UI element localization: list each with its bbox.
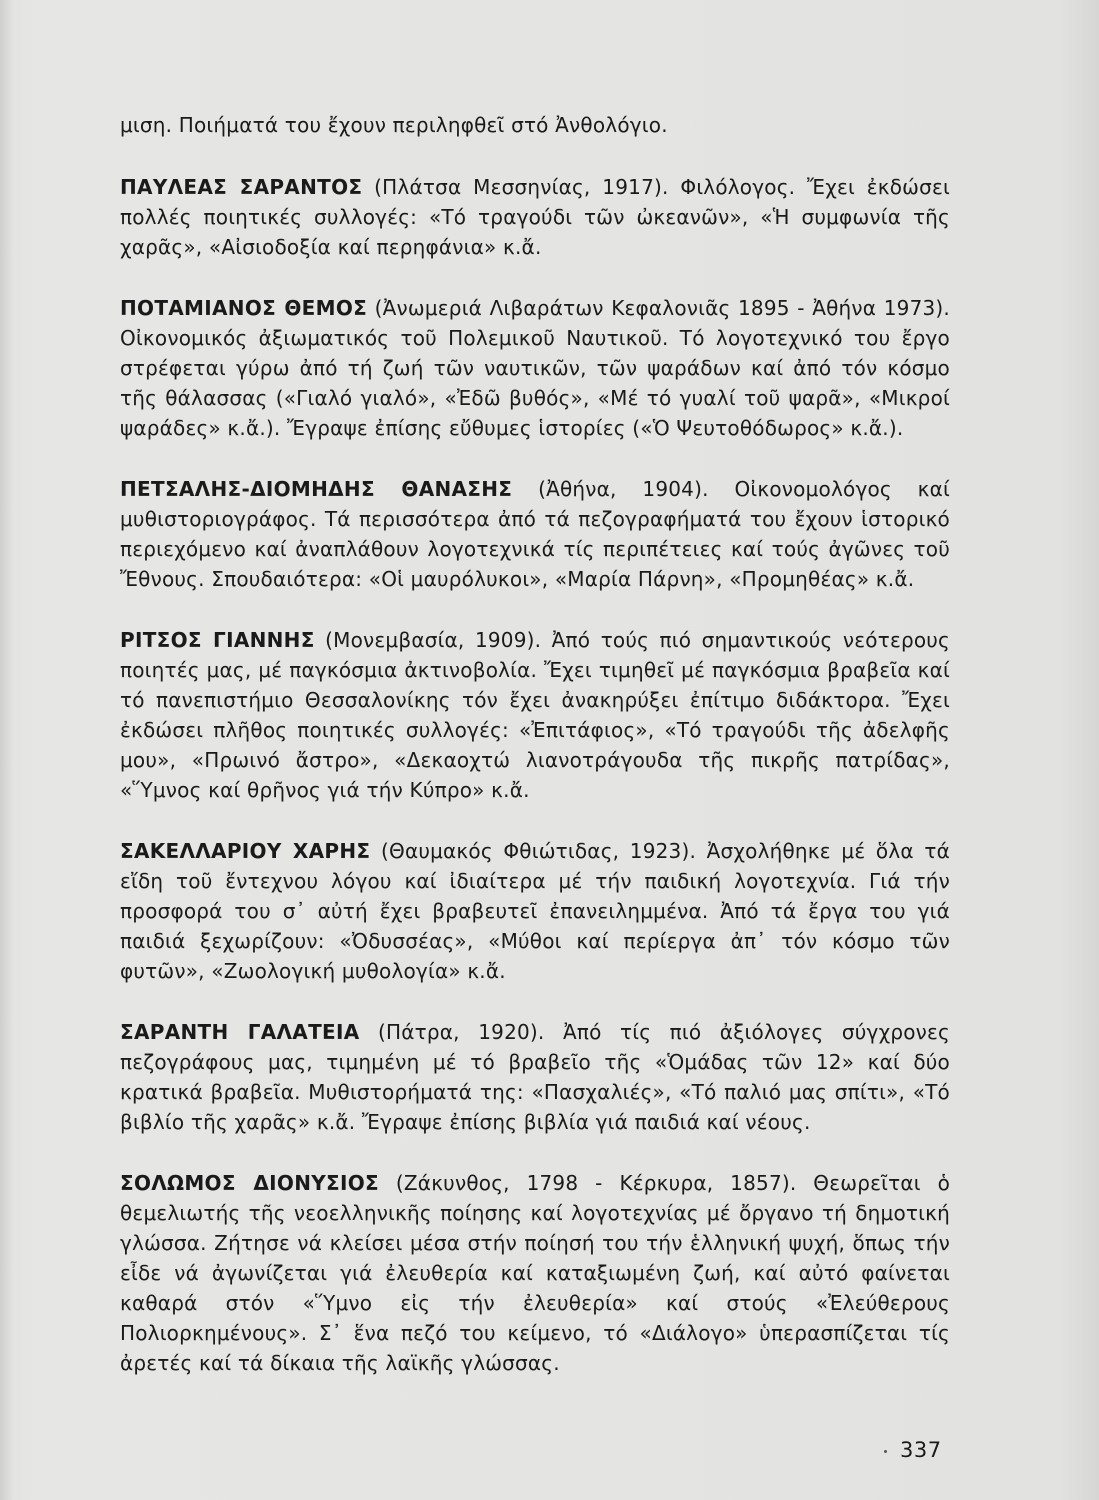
entry-text: (Πάτρα, 1920). Ἀπό τίς πιό ἀξιόλογες σύγχρονες πεζογράφους μας, τιμημένη μέ τό βραβεῖο τῆς «Ὁμάδας τῶν 12» καί δύο κρατικά βραβεῖα. Μυθιστορήματά της: «Πασχαλιές», «Τό παλιό μας σπίτι», «Τό βιβλίο τῆς χαρᾶς» κ.ἄ. Ἔγραψε ἐπίσης βιβλία γιά παιδιά καί νέους. [120,1020,950,1134]
entry-name: ΣΑΚΕΛΛΑΡΙΟΥ ΧΑΡΗΣ [120,839,371,863]
entry-solomos-dionysios [120,1168,950,1378]
entry-potamianos-themos [120,293,950,443]
entry-saranti-galateia [120,1017,950,1137]
entry-name: ΠΕΤΣΑΛΗΣ-ΔΙΟΜΗΔΗΣ ΘΑΝΑΣΗΣ [120,477,513,501]
page-content [120,110,950,1409]
entry-name: ΣΑΡΑΝΤΗ ΓΑΛΑΤΕΙΑ [120,1020,360,1044]
entry-sakellariou-haris [120,836,950,986]
entry-pavleas-sarantos [120,172,950,262]
entry-text: (Πλάτσα Μεσσηνίας, 1917). Φιλόλογος. Ἔχει ἐκδώσει πολλές ποιητικές συλλογές: «Τό τραγούδι τῶν ὠκεανῶν», «Ἡ συμφωνία τῆς χαρᾶς», «Αἰσιοδοξία καί περηφάνια» κ.ἄ. [120,175,950,259]
entry-text: (Ἀθήνα, 1904). Οἰκονομολόγος καί μυθιστοριογράφος. Τά περισσότερα ἀπό τά πεζογραφήματά του ἔχουν ἱστορικό περιεχόμενο καί ἀναπλάθουν λογοτεχνικά τίς περιπέτειες καί τούς ἀγῶνες τοῦ Ἔθνους. Σπουδαιότερα: «Οἱ μαυρόλυκοι», «Μαρία Πάρνη», «Προμηθέας» κ.ἄ. [120,477,950,591]
entry-name: ΡΙΤΣΟΣ ΓΙΑΝΝΗΣ [120,628,315,652]
entry-name: ΠΑΥΛΕΑΣ ΣΑΡΑΝΤΟΣ [120,175,363,199]
entry-ritsos-giannis [120,625,950,805]
entry-text: (Ἀνωμεριά Λιβαράτων Κεφαλονιᾶς 1895 - Ἀθήνα 1973). Οἰκονομικός ἀξιωματικός τοῦ Πολεμικοῦ Ναυτικοῦ. Τό λογοτεχνικό του ἔργο στρέφεται γύρω ἀπό τή ζωή τῶν ναυτικῶν, τῶν ψαράδων καί ἀπό τόν κόσμο τῆς θάλασσας («Γιαλό γιαλό», «Ἐδῶ βυθός», «Μέ τό γυαλί τοῦ ψαρᾶ», «Μικροί ψαράδες» κ.ἄ.). Ἔγραψε ἐπίσης εὔθυμες ἱστορίες («Ὁ Ψευτοθόδωρος» κ.ἄ.). [120,296,950,440]
page-number-mark [884,1450,887,1453]
page-number: 337 [900,1438,942,1462]
intro-text: μιση. Ποιήματά του ἔχουν περιληφθεῖ στό Ἀνθολόγιο. [120,113,668,137]
entry-text: (Θαυμακός Φθιώτιδας, 1923). Ἀσχολήθηκε μέ ὅλα τά εἴδη τοῦ ἔντεχνου λόγου καί ἰδιαίτερα μέ τήν παιδική λογοτεχνία. Γιά τήν προσφορά του σ᾽ αὐτή ἔχει βραβευτεῖ ἐπανειλημμένα. Ἀπό τά ἔργα του γιά παιδιά ξεχωρίζουν: «Ὀδυσσέας», «Μύθοι καί περίεργα ἀπ᾽ τόν κόσμο τῶν φυτῶν», «Ζωολογική μυθολογία» κ.ἄ. [120,839,951,983]
entry-name: ΠΟΤΑΜΙΑΝΟΣ ΘΕΜΟΣ [120,296,368,320]
entry-name: ΣΟΛΩΜΟΣ ΔΙΟΝΥΣΙΟΣ [120,1171,380,1195]
entry-text: (Ζάκυνθος, 1798 - Κέρκυρα, 1857). Θεωρεῖται ὁ θεμελιωτής τῆς νεοελληνικῆς ποίησης καί λογοτεχνίας μέ ὄργανο τή δημοτική γλώσσα. Ζήτησε νά κλείσει μέσα στήν ποίησή του τήν ἑλληνική ψυχή, ὅπως τήν εἶδε νά ἀγωνίζεται γιά ἐλευθερία καί καταξιωμένη ζωή, καί αὐτό φαίνεται καθαρά στόν «Ὕμνο εἰς τήν ἐλευθερία» καί στούς «Ἐλεύθερους Πολιορκημένους». Σ᾽ ἕνα πεζό του κείμενο, τό «Διάλογο» ὑπερασπίζεται τίς ἀρετές καί τά δίκαια τῆς λαϊκῆς γλώσσας. [120,1171,950,1375]
entry-text: (Μονεμβασία, 1909). Ἀπό τούς πιό σημαντικούς νεότερους ποιητές μας, μέ παγκόσμια ἀκτινοβολία. Ἔχει τιμηθεῖ μέ παγκόσμια βραβεῖα καί τό πανεπιστήμιο Θεσσαλονίκης τόν ἔχει ἀνακηρύξει ἐπίτιμο διδάκτορα. Ἔχει ἐκδώσει πλῆθος ποιητικές συλλογές: «Ἐπιτάφιος», «Τό τραγούδι τῆς ἀδελφῆς μου», «Πρωινό ἄστρο», «Δεκαοχτώ λιανοτράγουδα τῆς πικρῆς πατρίδας», «Ὕμνος καί θρῆνος γιά τήν Κύπρο» κ.ἄ. [120,628,950,802]
entry-petsalis-diomidis-thanasis [120,474,950,594]
